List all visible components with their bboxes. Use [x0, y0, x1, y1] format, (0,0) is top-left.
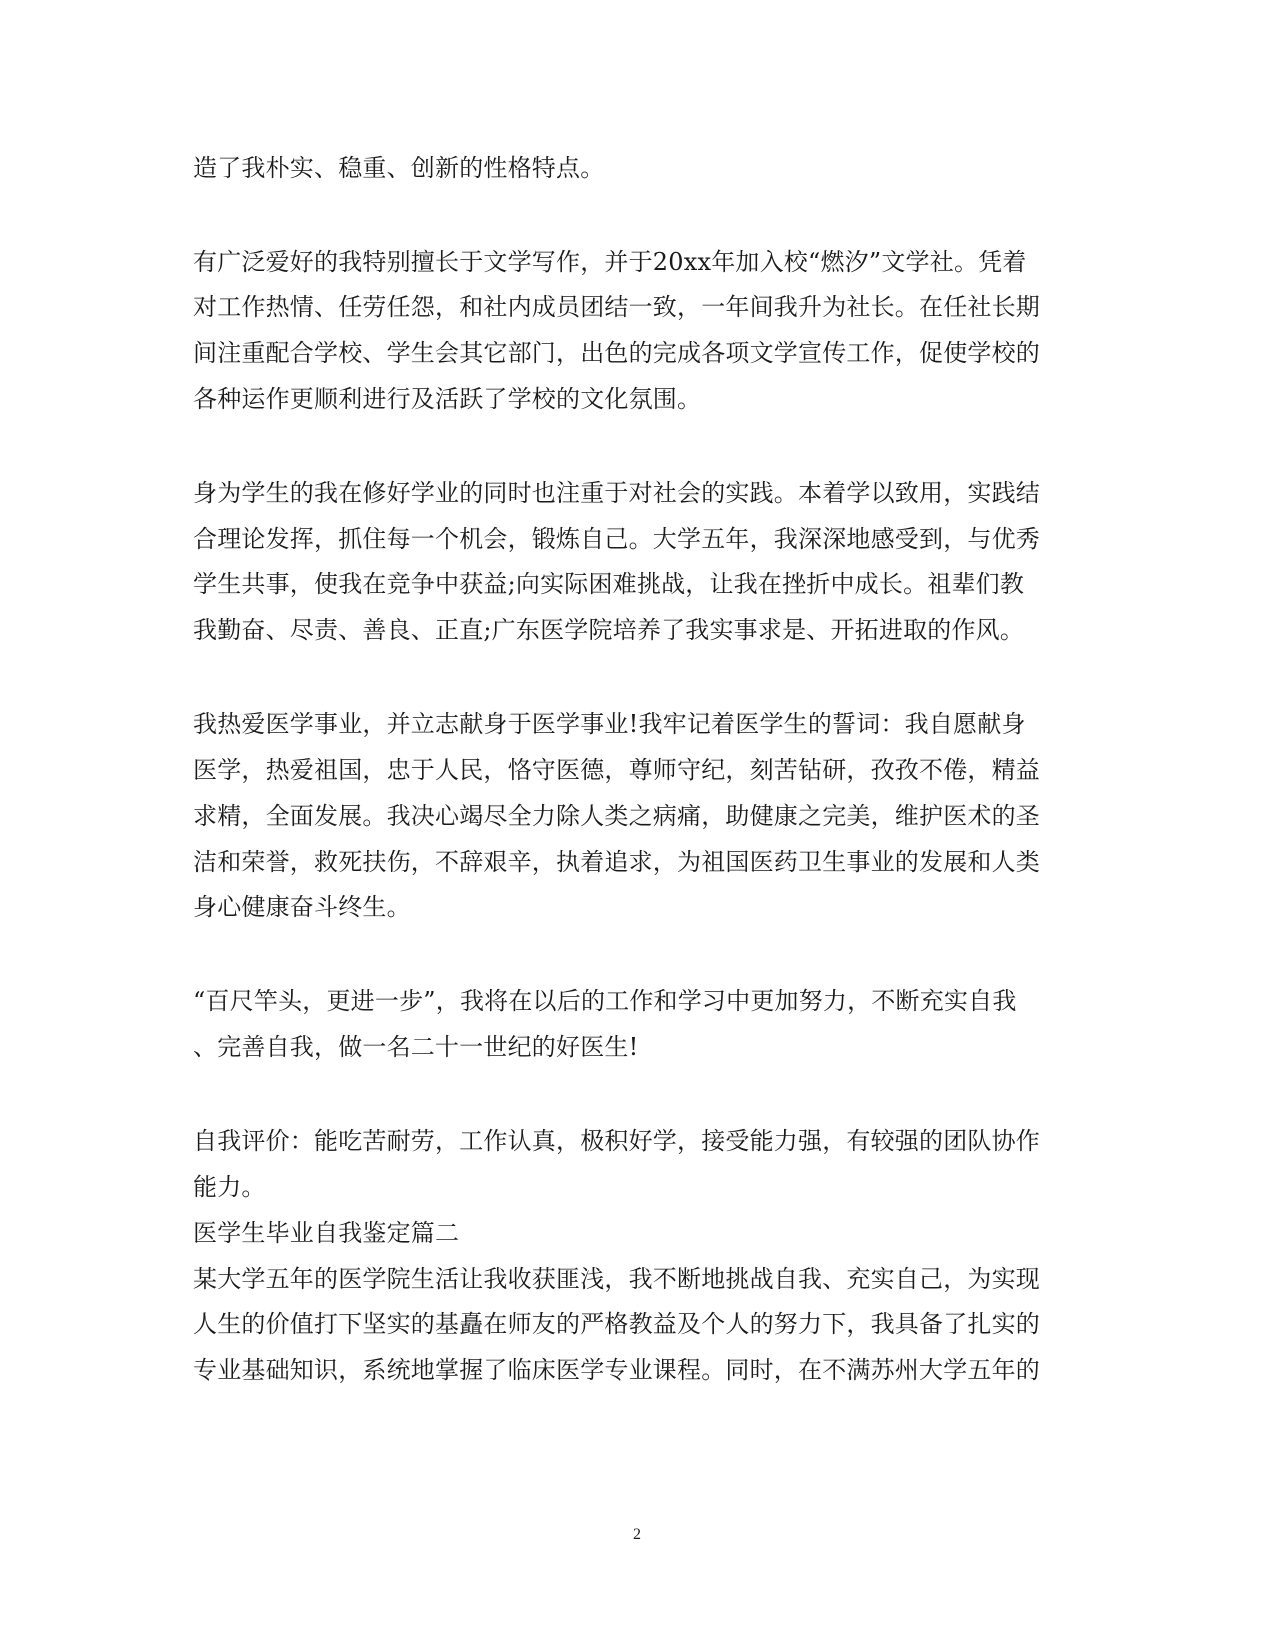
- text-line: 身为学生的我在修好学业的同时也注重于对社会的实践。本着学以致用，实践结: [193, 479, 1040, 507]
- text-line: 专业基础知识，系统地掌握了临床医学专业课程。同时，在不满苏州大学五年的: [193, 1356, 1040, 1384]
- text-line: 学生共事，使我在竞争中获益;向实际困难挑战，让我在挫折中成长。祖辈们教: [193, 570, 1025, 598]
- text-line: 人生的价值打下坚实的基矗在师友的严格教益及个人的努力下，我具备了扎实的: [193, 1310, 1040, 1338]
- text-line: 某大学五年的医学院生活让我收获匪浅，我不断地挑战自我、充实自己，为实现: [193, 1265, 1040, 1293]
- text-line: 合理论发挥，抓住每一个机会，锻炼自己。大学五年，我深深地感受到，与优秀: [193, 525, 1040, 553]
- text-line: 我勤奋、尽责、善良、正直;广东医学院培养了我实事求是、开拓进取的作风。: [193, 616, 1025, 644]
- text-line: 求精，全面发展。我决心竭尽全力除人类之病痛，助健康之完美，维护医术的圣: [193, 802, 1040, 830]
- text-line: 洁和荣誉，救死扶伤，不辞艰辛，执着追求，为祖国医药卫生事业的发展和人类: [193, 848, 1040, 876]
- page-number: 2: [633, 1526, 641, 1543]
- text-line: 身心健康奋斗终生。: [193, 893, 411, 921]
- text-line: 能力。: [193, 1173, 266, 1201]
- text-line: 各种运作更顺利进行及活跃了学校的文化氛围。: [193, 385, 702, 413]
- text-line: 自我评价：能吃苦耐劳，工作认真，极积好学，接受能力强，有较强的团队协作: [193, 1127, 1040, 1155]
- text-line: 、完善自我，做一名二十一世纪的好医生!: [193, 1033, 639, 1061]
- section-heading: 医学生毕业自我鉴定篇二: [193, 1219, 460, 1247]
- text-line: 造了我朴实、稳重、创新的性格特点。: [193, 154, 605, 182]
- text-line: 医学，热爱祖国，忠于人民，恪守医德，尊师守纪，刻苦钻研，孜孜不倦，精益: [193, 756, 1040, 784]
- text-line: 我热爱医学事业，并立志献身于医学事业!我牢记着医学生的誓词：我自愿献身: [193, 710, 1026, 738]
- text-line: “百尺竿头，更进一步”，我将在以后的工作和学习中更加努力，不断充实自我: [193, 987, 1017, 1015]
- text-line: 有广泛爱好的我特别擅长于文学写作，并于20xx年加入校“燃汐”文学社。凭着: [193, 248, 1027, 276]
- text-line: 间注重配合学校、学生会其它部门，出色的完成各项文学宣传工作，促使学校的: [193, 339, 1040, 367]
- text-line: 对工作热情、任劳任怨，和社内成员团结一致，一年间我升为社长。在任社长期: [193, 293, 1040, 321]
